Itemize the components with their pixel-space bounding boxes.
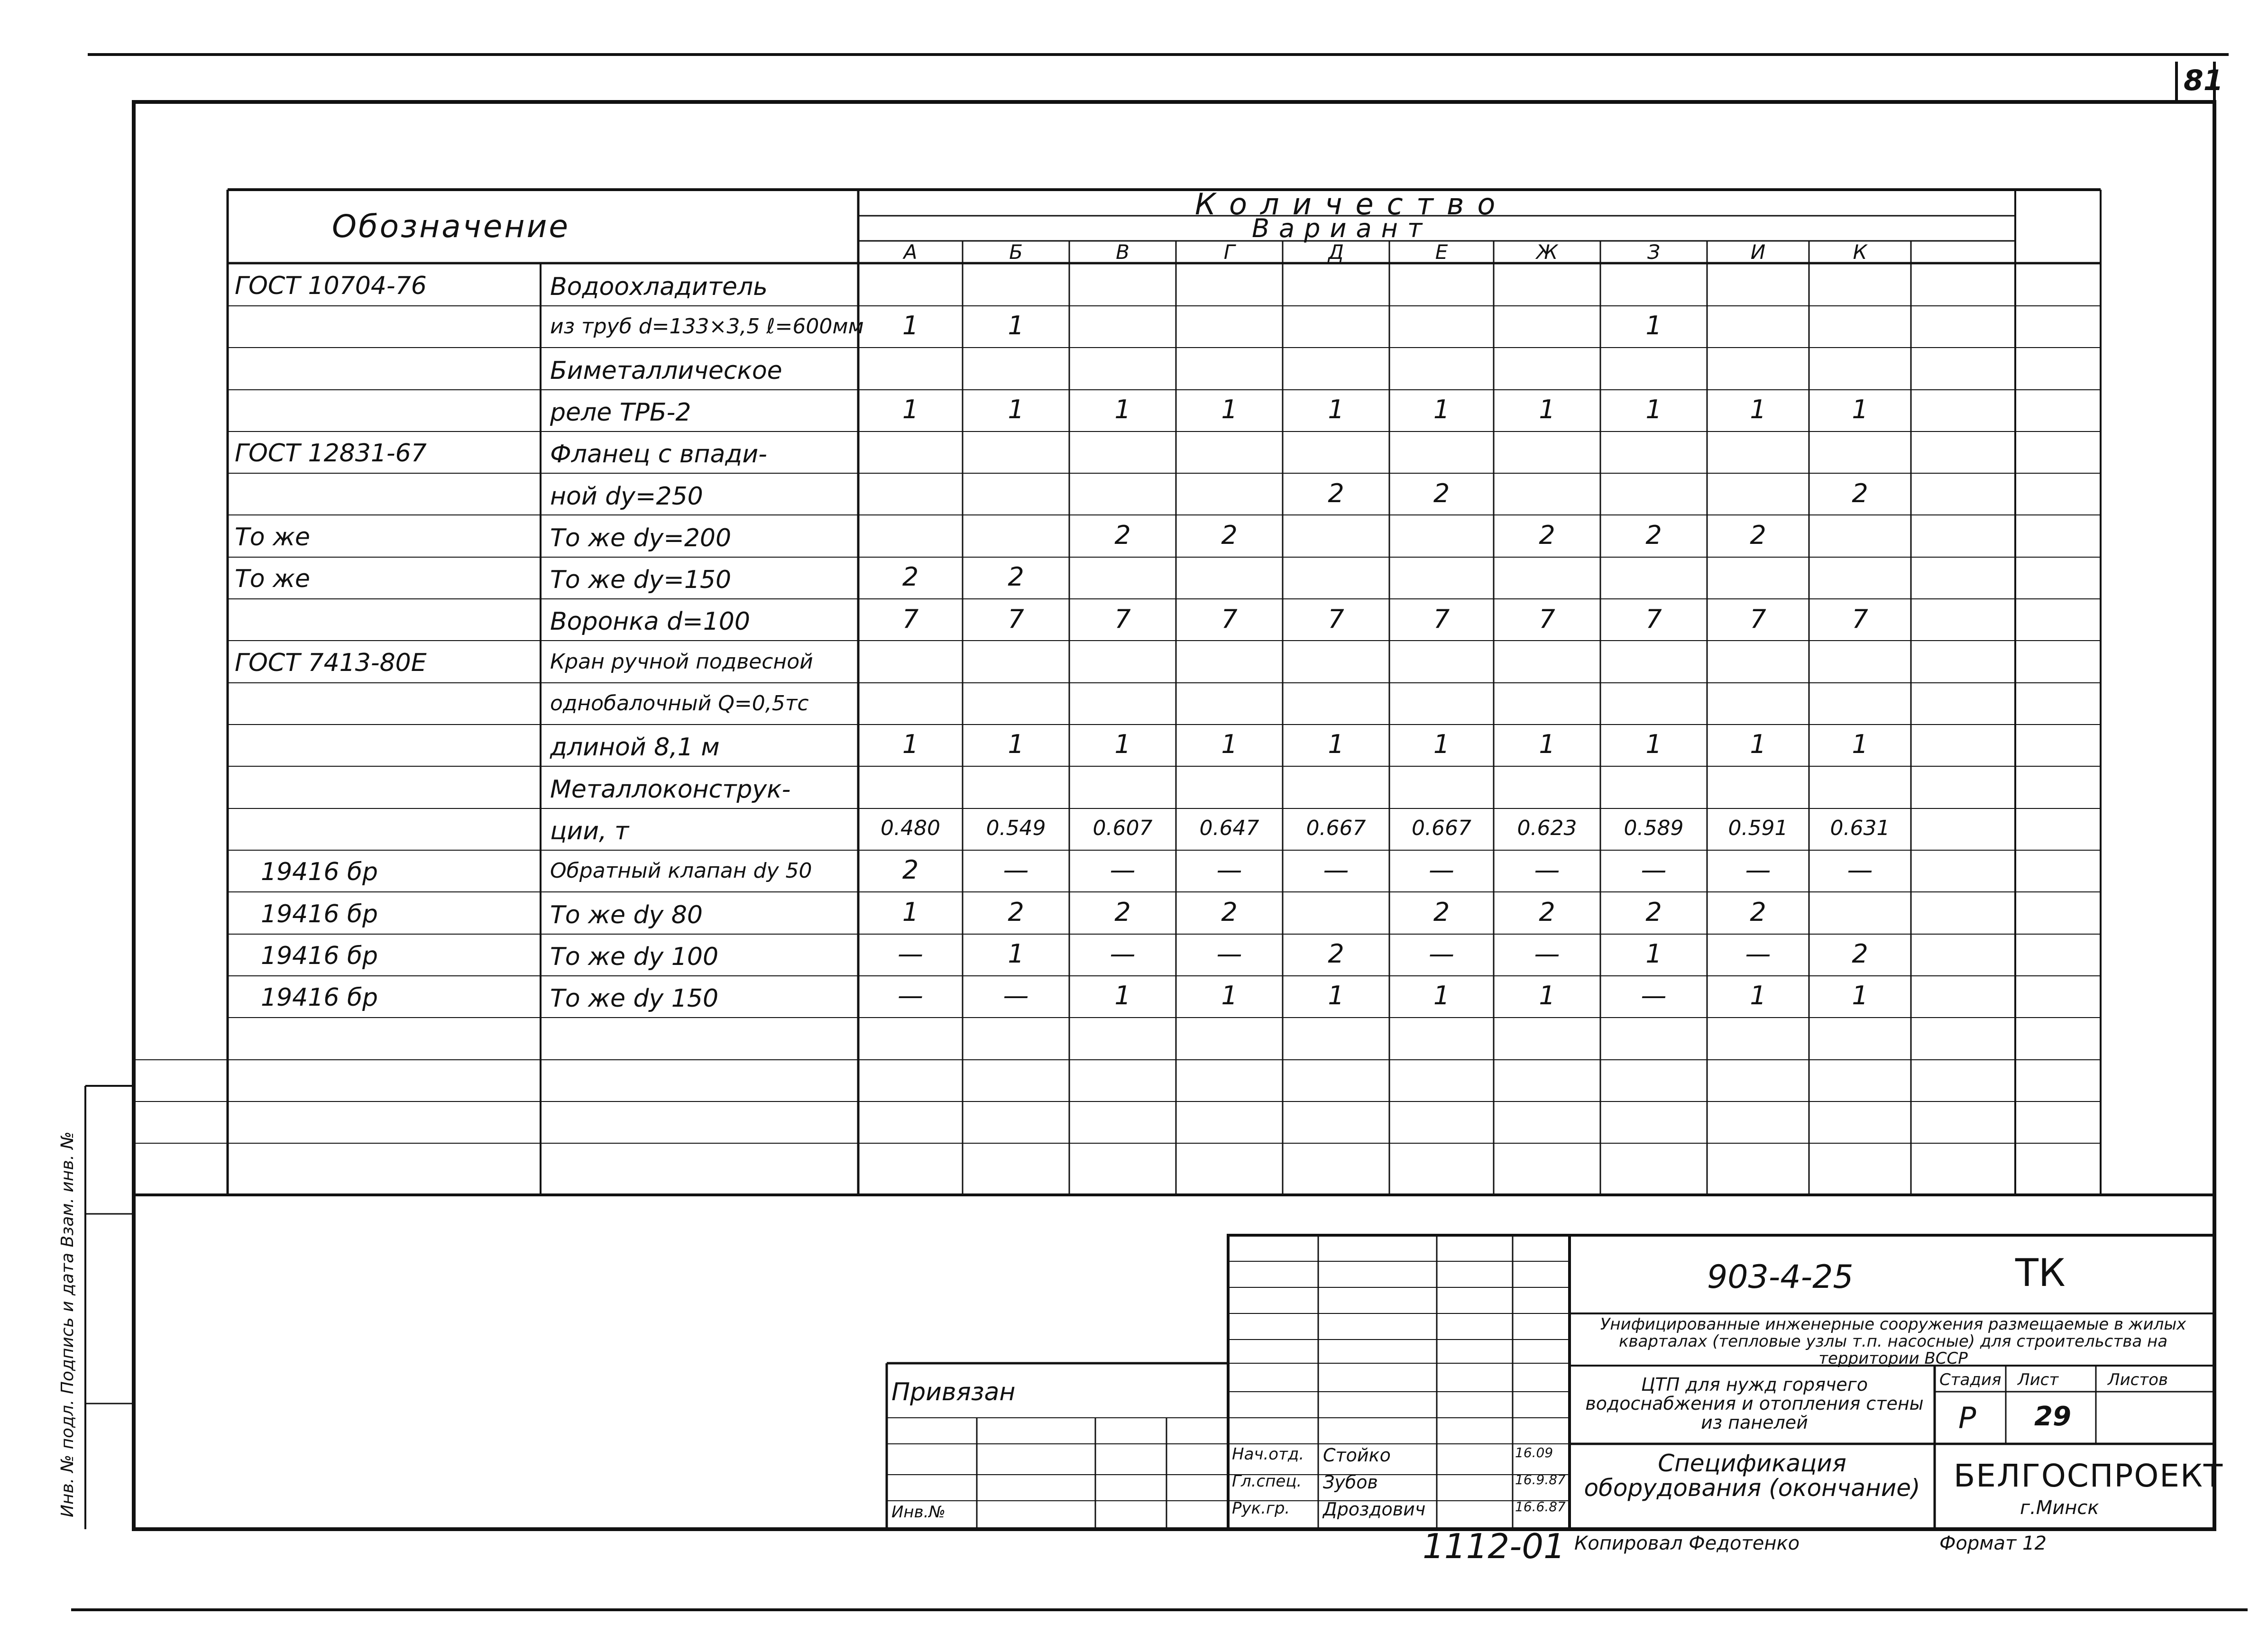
quantity-cell — [1176, 347, 1283, 389]
quantity-cell: 1 — [1852, 395, 1868, 425]
quantity-cell: 1 — [1852, 729, 1868, 760]
quantity-cell: 1 — [1114, 981, 1131, 1011]
quantity-cell — [1707, 431, 1809, 472]
quantity-cell — [1600, 431, 1707, 472]
quantity-cell — [1389, 682, 1494, 724]
quantity-cell — [1707, 473, 1809, 514]
quantity-cell: 1 — [1328, 729, 1344, 760]
quantity-cell: 1 — [902, 729, 919, 760]
quantity-cell — [1176, 431, 1283, 472]
row-name: Обратный клапан dу 50 — [550, 859, 812, 883]
quantity-cell: 1 — [1852, 981, 1868, 1011]
quantity-cell: — — [1534, 855, 1560, 885]
quantity-cell: 0.667 — [1306, 816, 1366, 841]
quantity-cell: 1 — [1750, 395, 1766, 425]
quantity-cell: — — [1745, 855, 1771, 885]
variant-label: А — [903, 240, 918, 264]
quantity-cell — [1707, 556, 1809, 598]
signature-role: Гл.спец. — [1232, 1472, 1302, 1491]
sheet-value: 29 — [2034, 1401, 2071, 1432]
quantity-cell: 1 — [1645, 311, 1662, 341]
quantity-cell: 1 — [1539, 729, 1555, 760]
quantity-cell — [963, 682, 1069, 724]
quantity-cell — [1494, 766, 1600, 808]
quantity-cell: 1 — [1328, 395, 1344, 425]
quantity-cell — [1707, 347, 1809, 389]
row-name: реле ТРБ-2 — [550, 398, 691, 427]
quantity-cell: 0.647 — [1199, 816, 1259, 841]
quantity-cell — [963, 347, 1069, 389]
quantity-cell: 7 — [1645, 604, 1662, 634]
quantity-cell: 1 — [1008, 395, 1024, 425]
quantity-cell — [1809, 431, 1911, 472]
quantity-cell — [1809, 514, 1911, 556]
variant-label: И — [1750, 240, 1766, 264]
quantity-cell — [1707, 766, 1809, 808]
quantity-cell — [1600, 473, 1707, 514]
attached-label: Привязан — [891, 1378, 1016, 1406]
quantity-cell — [1809, 305, 1911, 347]
quantity-cell: — — [1847, 855, 1873, 885]
quantity-cell: 0.667 — [1412, 816, 1471, 841]
quantity-cell — [963, 263, 1069, 305]
quantity-cell — [1707, 682, 1809, 724]
quantity-cell: 2 — [1114, 897, 1131, 927]
quantity-cell: 1 — [1750, 981, 1766, 1011]
quantity-cell: 0.480 — [881, 816, 940, 841]
quantity-cell: 1 — [1750, 729, 1766, 760]
quantity-cell: — — [1641, 981, 1667, 1011]
sheet-label: Лист — [2018, 1370, 2059, 1389]
quantity-cell — [1494, 431, 1600, 472]
quantity-cell — [1069, 682, 1176, 724]
row-name: Фланец с впади- — [550, 440, 767, 469]
inv-label: Инв.№ — [891, 1503, 946, 1522]
variant-label: К — [1853, 240, 1867, 264]
quantity-cell — [1069, 305, 1176, 347]
quantity-cell: 1 — [1645, 395, 1662, 425]
signature-date: 16.6.87 — [1515, 1499, 1566, 1514]
header-designation: Обозначение — [332, 208, 570, 245]
quantity-cell — [1283, 891, 1389, 933]
quantity-cell: 2 — [1645, 897, 1662, 927]
quantity-cell: 1 — [1221, 395, 1238, 425]
archive-number: 1112-01 — [1423, 1526, 1565, 1566]
quantity-cell — [1707, 263, 1809, 305]
row-code: ГОСТ 12831-67 — [235, 439, 427, 468]
quantity-cell: 2 — [1539, 897, 1555, 927]
quantity-cell: 1 — [1645, 729, 1662, 760]
side-stamp: Инв. № подл. Подпись и дата Взам. инв. № — [58, 1131, 77, 1517]
quantity-cell — [1389, 766, 1494, 808]
quantity-cell — [1176, 766, 1283, 808]
quantity-cell: 2 — [902, 855, 919, 885]
stage-value: Р — [1958, 1401, 1976, 1435]
quantity-cell: — — [1110, 855, 1136, 885]
quantity-cell: 7 — [1539, 604, 1555, 634]
row-name: То же dу=200 — [550, 523, 732, 552]
quantity-cell — [1494, 473, 1600, 514]
quantity-cell: 1 — [1645, 938, 1662, 969]
quantity-cell: — — [1003, 855, 1029, 885]
quantity-cell — [1283, 263, 1389, 305]
signature-date: 16.09 — [1515, 1445, 1553, 1460]
variant-label: Д — [1328, 240, 1344, 264]
quantity-cell: 7 — [1750, 604, 1766, 634]
row-name: Воронка d=100 — [550, 607, 750, 636]
quantity-cell — [1494, 556, 1600, 598]
quantity-cell — [1389, 305, 1494, 347]
quantity-cell: 1 — [1328, 981, 1344, 1011]
copied-by: Копировал Федотенко — [1574, 1533, 1800, 1554]
quantity-cell: 2 — [1852, 478, 1868, 508]
quantity-cell: 1 — [1433, 395, 1450, 425]
quantity-cell — [963, 514, 1069, 556]
quantity-cell: 2 — [902, 562, 919, 592]
quantity-cell: 1 — [1539, 981, 1555, 1011]
quantity-cell: 2 — [1433, 478, 1450, 508]
quantity-cell — [1600, 682, 1707, 724]
row-code: То же — [235, 565, 310, 594]
quantity-cell: 0.623 — [1517, 816, 1577, 841]
variant-label: З — [1647, 240, 1660, 264]
quantity-cell: 7 — [1221, 604, 1238, 634]
quantity-cell — [858, 431, 963, 472]
signature-role: Нач.отд. — [1232, 1445, 1304, 1464]
row-name: Биметаллическое — [550, 356, 782, 385]
quantity-cell: 7 — [1008, 604, 1024, 634]
quantity-cell: 7 — [1852, 604, 1868, 634]
row-name: из труб d=133×3,5 ℓ=600мм — [550, 314, 864, 339]
quantity-cell — [1494, 640, 1600, 682]
quantity-cell: 2 — [1008, 897, 1024, 927]
quantity-cell: 1 — [1221, 981, 1238, 1011]
quantity-cell: 7 — [1114, 604, 1131, 634]
quantity-cell: 2 — [1433, 897, 1450, 927]
variant-label: Ж — [1536, 240, 1558, 264]
quantity-cell: — — [1110, 938, 1136, 969]
quantity-cell: — — [898, 981, 923, 1011]
row-name: Металлоконструк- — [550, 775, 791, 804]
quantity-cell — [1069, 347, 1176, 389]
quantity-cell — [1176, 473, 1283, 514]
quantity-cell — [1283, 766, 1389, 808]
row-code: 19416 бр — [261, 983, 378, 1012]
quantity-cell: 2 — [1114, 520, 1131, 550]
variant-label: Б — [1009, 240, 1023, 264]
quantity-cell: 2 — [1750, 897, 1766, 927]
quantity-cell: — — [1641, 855, 1667, 885]
quantity-cell: 1 — [1539, 395, 1555, 425]
sheets-label: Листов — [2108, 1370, 2168, 1389]
quantity-cell — [1494, 263, 1600, 305]
quantity-cell — [858, 766, 963, 808]
quantity-cell — [1389, 431, 1494, 472]
header-quantity: Количество — [1195, 187, 1509, 221]
quantity-cell: 2 — [1221, 897, 1238, 927]
quantity-cell — [1600, 263, 1707, 305]
quantity-cell — [858, 682, 963, 724]
quantity-cell: 1 — [1114, 729, 1131, 760]
quantity-cell — [963, 473, 1069, 514]
variant-label: Г — [1223, 240, 1235, 264]
variant-label: В — [1116, 240, 1129, 264]
quantity-cell: — — [1323, 855, 1349, 885]
quantity-cell: 0.589 — [1624, 816, 1684, 841]
variant-label: Е — [1435, 240, 1448, 264]
quantity-cell: 2 — [1328, 938, 1344, 969]
quantity-cell — [1283, 305, 1389, 347]
row-name: То же dу 150 — [550, 984, 719, 1013]
quantity-cell: 1 — [902, 311, 919, 341]
quantity-cell — [1600, 347, 1707, 389]
quantity-cell — [1809, 263, 1911, 305]
quantity-cell — [1069, 263, 1176, 305]
quantity-cell — [1069, 431, 1176, 472]
quantity-cell: 0.549 — [986, 816, 1046, 841]
row-name: То же dу=150 — [550, 566, 732, 595]
organization: БЕЛГОСПРОЕКТ — [1954, 1458, 2224, 1494]
quantity-cell: 2 — [1328, 478, 1344, 508]
quantity-cell — [1494, 347, 1600, 389]
row-name: Водоохладитель — [550, 273, 768, 301]
quantity-cell: 7 — [902, 604, 919, 634]
quantity-cell — [1069, 556, 1176, 598]
quantity-cell: — — [1745, 938, 1771, 969]
quantity-cell — [1809, 891, 1911, 933]
quantity-cell — [858, 473, 963, 514]
row-name: То же dу 80 — [550, 900, 703, 929]
quantity-cell — [1176, 640, 1283, 682]
quantity-cell — [1176, 682, 1283, 724]
row-name: длиной 8,1 м — [550, 733, 720, 762]
quantity-cell — [1494, 305, 1600, 347]
header-variant: Вариант — [1252, 213, 1432, 243]
quantity-cell: 2 — [1539, 520, 1555, 550]
quantity-cell — [1389, 263, 1494, 305]
sheet-title: Спецификация оборудования (окончание) — [1584, 1450, 1920, 1502]
quantity-cell: 0.591 — [1728, 816, 1788, 841]
part-title: ЦТП для нужд горячего водоснабжения и отопления стены из панелей — [1585, 1374, 1924, 1433]
row-name: ции, т — [550, 817, 629, 845]
project-title: Унифицированные инженерные сооружения размещаемые в жилых кварталах (тепловые узлы т.п. насосные) для строительства на территории ВССР — [1600, 1315, 2186, 1368]
row-name: Кран ручной подвесной — [550, 649, 813, 674]
quantity-cell — [1809, 556, 1911, 598]
quantity-cell: 0.607 — [1093, 816, 1153, 841]
stage-label: Стадия — [1939, 1370, 2002, 1389]
row-code: То же — [235, 523, 310, 551]
quantity-cell: 7 — [1328, 604, 1344, 634]
sheet-format: Формат 12 — [1939, 1533, 2047, 1554]
quantity-cell — [1176, 305, 1283, 347]
signature-role: Рук.гр. — [1232, 1499, 1290, 1518]
quantity-cell: 1 — [1433, 729, 1450, 760]
quantity-cell: 2 — [1645, 520, 1662, 550]
quantity-cell — [1283, 514, 1389, 556]
row-code: 19416 бр — [261, 858, 378, 887]
quantity-cell: 1 — [1433, 981, 1450, 1011]
quantity-cell — [858, 514, 963, 556]
quantity-cell — [1809, 347, 1911, 389]
quantity-cell — [1600, 766, 1707, 808]
row-code: ГОСТ 7413-80Е — [235, 648, 427, 677]
quantity-cell — [1389, 514, 1494, 556]
row-name: однобалочный Q=0,5тс — [550, 691, 809, 716]
organization-city: г.Минск — [2020, 1497, 2099, 1519]
row-code: 19416 бр — [261, 899, 378, 928]
quantity-cell — [1283, 431, 1389, 472]
quantity-cell — [1283, 682, 1389, 724]
quantity-cell: 1 — [902, 395, 919, 425]
quantity-cell: 1 — [1114, 395, 1131, 425]
quantity-cell — [1707, 305, 1809, 347]
quantity-cell — [1283, 640, 1389, 682]
drawing-mark: ТК — [2015, 1251, 2066, 1295]
quantity-cell: — — [898, 938, 923, 969]
row-code: ГОСТ 10704-76 — [235, 272, 427, 300]
quantity-cell — [1283, 347, 1389, 389]
quantity-cell — [1069, 766, 1176, 808]
quantity-cell: 2 — [1008, 562, 1024, 592]
project-code: 903-4-25 — [1707, 1258, 1854, 1296]
quantity-cell — [858, 640, 963, 682]
quantity-cell — [858, 263, 963, 305]
signature-name: Зубов — [1323, 1472, 1378, 1493]
quantity-cell: 1 — [1008, 938, 1024, 969]
quantity-cell — [963, 431, 1069, 472]
quantity-cell: — — [1534, 938, 1560, 969]
quantity-cell: 7 — [1433, 604, 1450, 634]
quantity-cell: 2 — [1221, 520, 1238, 550]
quantity-cell — [1809, 766, 1911, 808]
quantity-cell: 1 — [1008, 729, 1024, 760]
quantity-cell — [1494, 682, 1600, 724]
row-name: ной dу=250 — [550, 482, 703, 511]
signature-name: Стойко — [1323, 1445, 1391, 1466]
quantity-cell — [1176, 263, 1283, 305]
quantity-cell: 0.631 — [1830, 816, 1890, 841]
signature-date: 16.9.87 — [1515, 1472, 1566, 1487]
quantity-cell: — — [1429, 855, 1454, 885]
quantity-cell: 2 — [1750, 520, 1766, 550]
quantity-cell: 1 — [902, 897, 919, 927]
quantity-cell — [1176, 556, 1283, 598]
signature-name: Дроздович — [1323, 1499, 1426, 1520]
quantity-cell — [1389, 347, 1494, 389]
row-name: То же dу 100 — [550, 942, 719, 971]
quantity-cell — [1389, 640, 1494, 682]
quantity-cell — [1600, 640, 1707, 682]
quantity-cell: — — [1003, 981, 1029, 1011]
quantity-cell: — — [1216, 938, 1242, 969]
quantity-cell — [1809, 640, 1911, 682]
row-code: 19416 бр — [261, 941, 378, 970]
quantity-cell — [1600, 556, 1707, 598]
quantity-cell — [963, 640, 1069, 682]
quantity-cell: 1 — [1008, 311, 1024, 341]
quantity-cell: 1 — [1221, 729, 1238, 760]
quantity-cell: 2 — [1852, 938, 1868, 969]
page-number: 81 — [2184, 64, 2223, 97]
quantity-cell — [1069, 473, 1176, 514]
quantity-cell — [1707, 640, 1809, 682]
quantity-cell — [963, 766, 1069, 808]
quantity-cell — [1389, 556, 1494, 598]
quantity-cell — [858, 347, 963, 389]
quantity-cell: — — [1216, 855, 1242, 885]
quantity-cell — [1069, 640, 1176, 682]
quantity-cell — [1283, 556, 1389, 598]
quantity-cell — [1809, 682, 1911, 724]
quantity-cell: — — [1429, 938, 1454, 969]
